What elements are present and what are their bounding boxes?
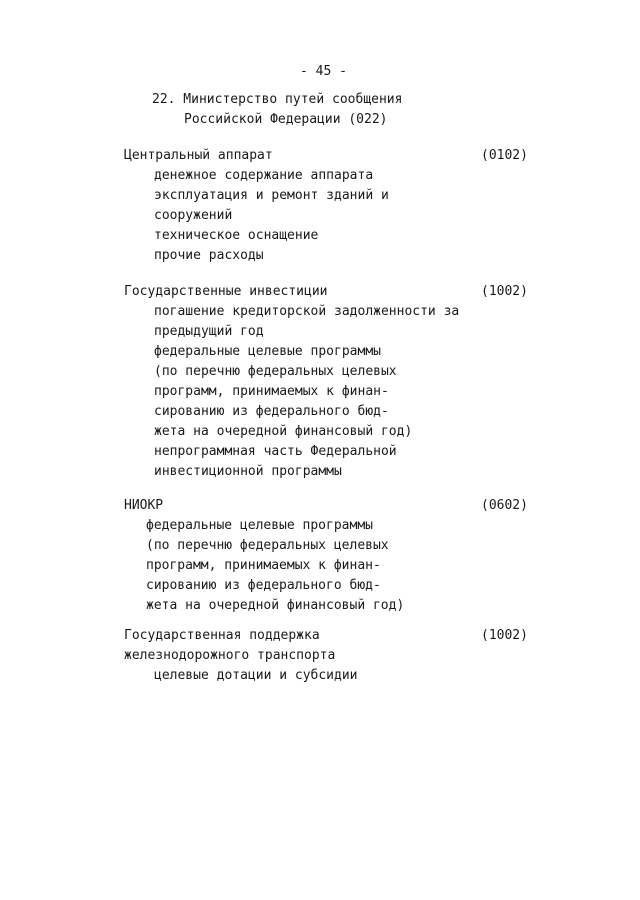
heading-line-2: Российской Федерации (022) [184, 112, 388, 127]
page-number: - 45 - [300, 64, 347, 79]
list-item: денежное содержание аппарата [154, 168, 374, 183]
list-item: сооружений [154, 208, 233, 223]
section-code: (0602) [481, 498, 528, 513]
list-item: жета на очередной финансовый год) [146, 598, 405, 613]
list-item: федеральные целевые программы [154, 344, 381, 359]
list-item: программ, принимаемых к финан- [146, 558, 381, 573]
list-item: погашение кредиторской задолженности за [154, 304, 460, 319]
section-title: Центральный аппарат [124, 148, 273, 163]
list-item: сированию из федерального бюд- [146, 578, 381, 593]
section-title: Государственные инвестиции [124, 284, 328, 299]
section-title-continuation: железнодорожного транспорта [124, 648, 336, 663]
heading-line-1: 22. Министерство путей сообщения [152, 92, 403, 107]
section-code: (0102) [481, 148, 528, 163]
section-title: Государственная поддержка [124, 628, 320, 643]
list-item: прочие расходы [154, 248, 264, 263]
list-item: жета на очередной финансовый год) [154, 424, 413, 439]
section-title: НИОКР [124, 498, 164, 513]
list-item: эксплуатация и ремонт зданий и [154, 188, 389, 203]
list-item: инвестиционной программы [154, 464, 342, 479]
list-item: (по перечню федеральных целевых [154, 364, 397, 379]
section-code: (1002) [481, 628, 528, 643]
list-item: предыдущий год [154, 324, 264, 339]
list-item: целевые дотации и субсидии [154, 668, 358, 683]
list-item: (по перечню федеральных целевых [146, 538, 389, 553]
list-item: федеральные целевые программы [146, 518, 373, 533]
section-code: (1002) [481, 284, 528, 299]
list-item: непрограммная часть Федеральной [154, 444, 397, 459]
list-item: программ, принимаемых к финан- [154, 384, 389, 399]
list-item: сированию из федерального бюд- [154, 404, 389, 419]
list-item: техническое оснащение [154, 228, 319, 243]
